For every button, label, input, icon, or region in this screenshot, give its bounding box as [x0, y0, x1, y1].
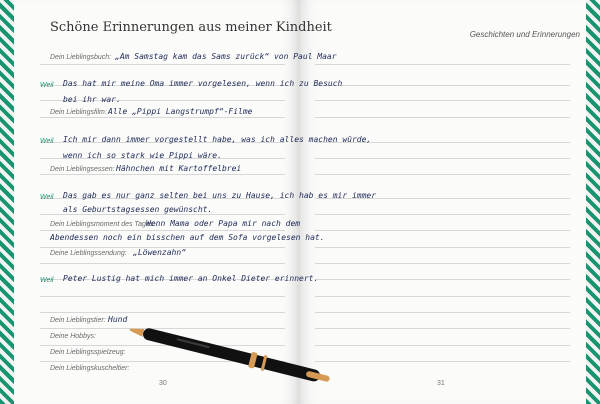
right-rule-13	[315, 279, 570, 280]
right-rule-1	[315, 64, 570, 65]
right-rule-12	[315, 263, 570, 264]
right-rule-18	[315, 361, 570, 362]
label-favorite-animal: Dein Lieblingstier:	[50, 317, 106, 324]
left-rule-10	[40, 230, 285, 231]
left-rule-14	[40, 296, 285, 297]
left-page-title: Schöne Erinnerungen aus meiner Kindheit	[50, 20, 332, 35]
left-rule-12	[40, 263, 285, 264]
answer-favorite-moment-line-2: Abendessen noch ein bisschen auf dem Sofa vorgelesen hat.	[50, 233, 325, 242]
right-rule-4	[315, 117, 570, 118]
answer-favorite-food: Hähnchen mit Kartoffelbrei	[116, 164, 242, 173]
label-favorite-moment: Dein Lieblingsmoment des Tages:	[50, 221, 156, 228]
label-favorite-book: Dein Lieblingsbuch:	[50, 54, 112, 61]
answer-favorite-film: Alle „Pippi Langstrumpf“-Filme	[108, 107, 253, 116]
label-favorite-film: Dein Lieblingsfilm:	[50, 109, 107, 116]
reason-book-line-1: Das hat mir meine Oma immer vorgelesen, wenn ich zu Besuch	[63, 79, 343, 88]
reason-show: Peter Lustig hat mich immer an Onkel Dieter erinnert.	[63, 274, 319, 283]
label-weil: Weil	[40, 194, 54, 201]
right-rule-3	[315, 100, 570, 101]
right-rule-6	[315, 158, 570, 159]
left-decorative-border	[0, 0, 14, 404]
right-rule-7	[315, 174, 570, 175]
label-favorite-cuddly-toy: Dein Lieblingskuscheltier:	[50, 365, 130, 372]
answer-favorite-book: „Am Samstag kam das Sams zurück“ von Paul Maar	[115, 52, 337, 61]
left-rule-1	[40, 64, 285, 65]
left-rule-9	[40, 214, 285, 215]
left-page-number: 30	[159, 380, 167, 387]
right-rule-10	[315, 230, 570, 231]
label-weil: Weil	[40, 277, 54, 284]
reason-food-line-2: als Geburtstagsessen gewünscht.	[63, 205, 213, 214]
reason-film-line-2: wenn ich so stark wie Pippi wäre.	[63, 151, 222, 160]
right-rule-15	[315, 312, 570, 313]
reason-book-line-2: bei ihr war.	[63, 95, 121, 104]
label-favorite-food: Dein Lieblingsessen:	[50, 166, 115, 173]
answer-favorite-moment-line-1: Wenn Mama oder Papa mir nach dem	[146, 219, 301, 228]
right-rule-11	[315, 247, 570, 248]
right-rule-17	[315, 345, 570, 346]
label-hobbies: Deine Hobbys:	[50, 333, 96, 340]
right-rule-2	[315, 85, 570, 86]
right-page-header: Geschichten und Erinnerungen	[469, 30, 580, 39]
answer-favorite-show: „Löwenzahn“	[133, 248, 186, 257]
label-weil: Weil	[40, 138, 54, 145]
right-page-number: 31	[437, 380, 445, 387]
right-rule-16	[315, 328, 570, 329]
answer-favorite-animal: Hund	[108, 315, 128, 324]
label-favorite-toy: Dein Lieblingsspielzeug:	[50, 349, 126, 356]
reason-food-line-1: Das gab es nur ganz selten bei uns zu Hause, ich hab es mir immer	[63, 191, 377, 200]
right-rule-9	[315, 214, 570, 215]
fountain-pen-icon	[130, 318, 350, 398]
label-favorite-show: Deine Lieblingssendung:	[50, 250, 127, 257]
right-decorative-border	[586, 0, 600, 404]
reason-film-line-1: Ich mir dann immer vorgestellt habe, was ich alles machen würde,	[63, 135, 372, 144]
label-weil: Weil	[40, 82, 54, 89]
left-rule-15	[40, 312, 285, 313]
left-rule-7	[40, 174, 285, 175]
left-rule-4	[40, 117, 285, 118]
right-rule-14	[315, 296, 570, 297]
